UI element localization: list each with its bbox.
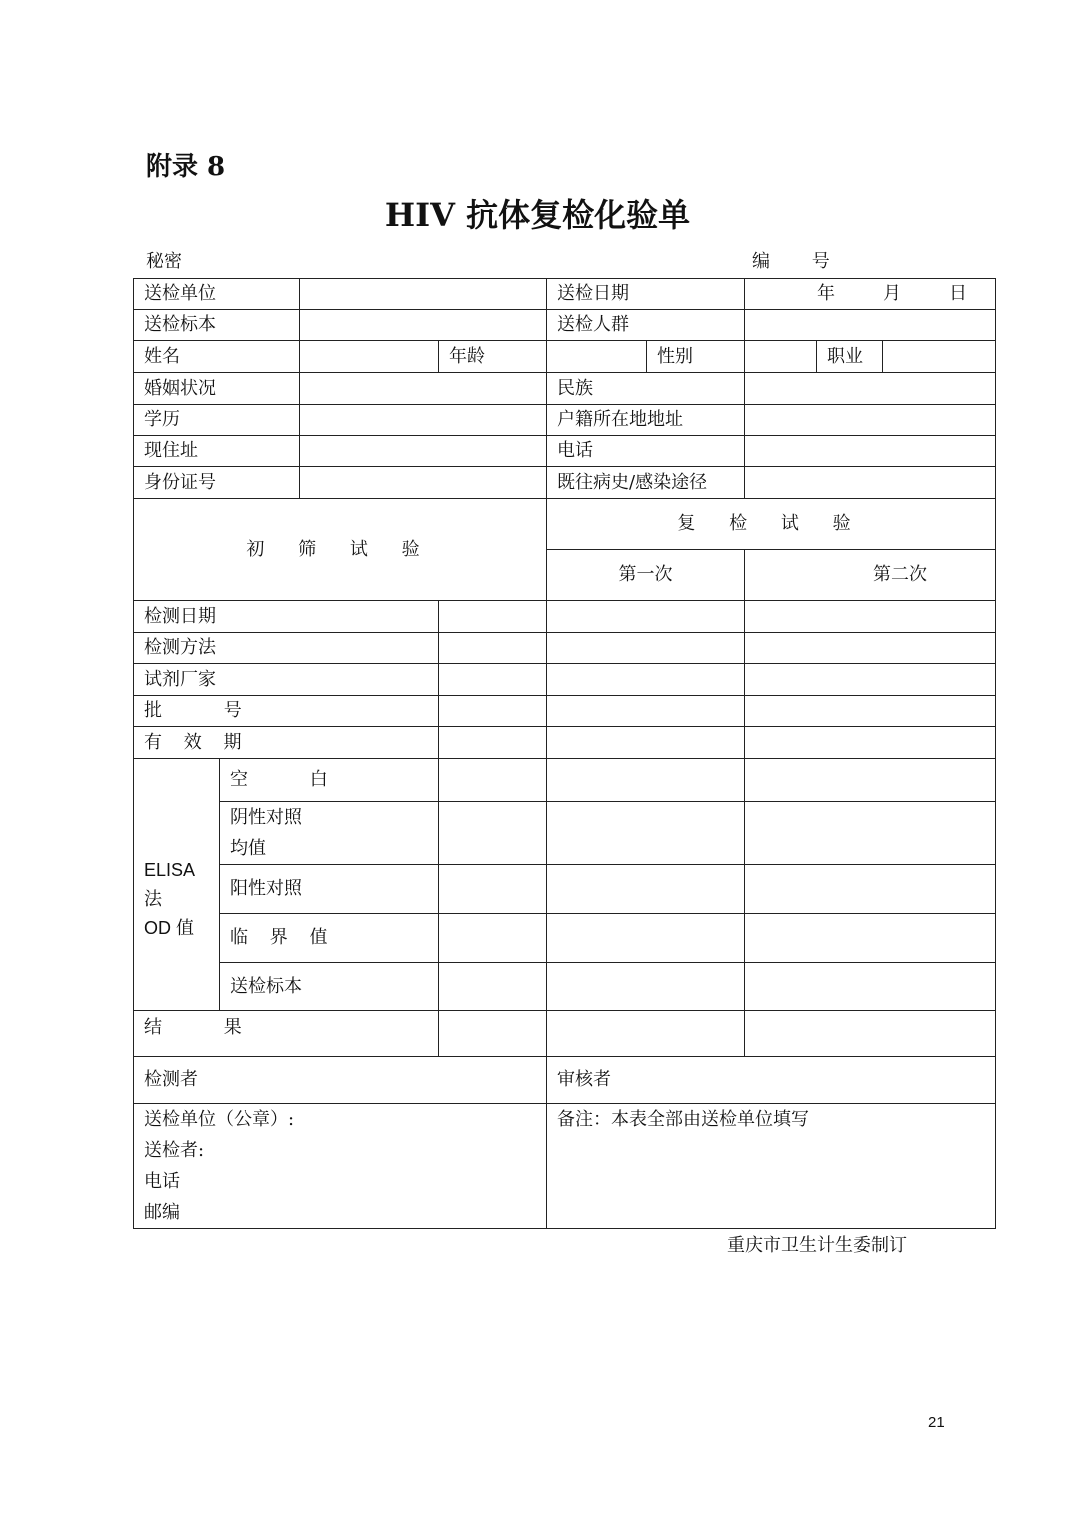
elisa-line2: 法: [144, 889, 162, 909]
row-test-method: [134, 633, 996, 664]
row-unit: [134, 279, 996, 310]
batch-initial[interactable]: [439, 696, 547, 727]
sample-label: 送检标本: [220, 963, 439, 1011]
batch-spacer: [300, 696, 439, 727]
batch-label: 批 号: [134, 696, 300, 727]
test-method-second[interactable]: [745, 633, 996, 664]
sender-info[interactable]: [134, 1104, 547, 1229]
date-field[interactable]: [745, 279, 996, 310]
reagent-maker-label: 试剂厂家: [134, 664, 300, 696]
row-footer-info: [134, 1104, 996, 1229]
page-title: HIV 抗体复检化验单: [384, 196, 691, 234]
first-time-label: 第一次: [547, 550, 745, 601]
cutoff-first[interactable]: [547, 914, 745, 963]
phone-label: 电话: [547, 436, 745, 467]
issuing-org: 重庆市卫生计生委制订: [727, 1235, 907, 1256]
row-reagent-maker: [134, 664, 996, 696]
row-blank: [134, 759, 996, 802]
ethnic-field[interactable]: [745, 373, 996, 405]
expiry-second[interactable]: [745, 727, 996, 759]
blank-second[interactable]: [745, 759, 996, 802]
sex-field[interactable]: [745, 341, 817, 373]
expiry-label: 有 效 期: [134, 727, 300, 759]
test-method-first[interactable]: [547, 633, 745, 664]
name-field[interactable]: [300, 341, 439, 373]
name-label: 姓名: [134, 341, 300, 373]
expiry-initial[interactable]: [439, 727, 547, 759]
positive-second[interactable]: [745, 865, 996, 914]
elisa-line1: ELISA: [144, 860, 196, 880]
elisa-od-label: [134, 759, 220, 1011]
negative-initial[interactable]: [439, 802, 547, 865]
secret-label: 秘密: [146, 251, 182, 272]
hiv-recheck-form: [133, 278, 996, 1229]
edu-label: 学历: [134, 405, 300, 436]
sender-label: 送检者:: [144, 1140, 205, 1161]
appendix-label: 附录 8: [146, 152, 226, 182]
second-time-label: 第二次: [745, 550, 996, 601]
initial-screen-label: 初 筛 试 验: [134, 499, 547, 601]
result-second[interactable]: [745, 1011, 996, 1057]
edu-field[interactable]: [300, 405, 547, 436]
test-date-initial[interactable]: [439, 601, 547, 633]
test-date-first[interactable]: [547, 601, 745, 633]
row-signoff: [134, 1057, 996, 1104]
row-id: [134, 467, 996, 499]
ethnic-label: 民族: [547, 373, 745, 405]
negative-line2: 均值: [230, 838, 266, 859]
address-label: 现住址: [134, 436, 300, 467]
positive-first[interactable]: [547, 865, 745, 914]
negative-line1: 阴性对照: [230, 807, 302, 828]
marital-label: 婚姻状况: [134, 373, 300, 405]
row-address: [134, 436, 996, 467]
expiry-spacer: [300, 727, 439, 759]
negative-control-label: [220, 802, 439, 865]
batch-first[interactable]: [547, 696, 745, 727]
test-date-spacer: [300, 601, 439, 633]
unit-field[interactable]: [300, 279, 547, 310]
history-label: 既往病史/感染途径: [547, 467, 745, 499]
domicile-label: 户籍所在地地址: [547, 405, 745, 436]
address-field[interactable]: [300, 436, 547, 467]
id-label: 身份证号: [134, 467, 300, 499]
row-test-header: [134, 499, 996, 550]
date-label: 送检日期: [547, 279, 745, 310]
note-text: 备注：本表全部由送检单位填写: [557, 1109, 809, 1130]
test-method-initial[interactable]: [439, 633, 547, 664]
age-label: 年龄: [439, 341, 547, 373]
expiry-first[interactable]: [547, 727, 745, 759]
negative-first[interactable]: [547, 802, 745, 865]
row-expiry: [134, 727, 996, 759]
test-method-label: 检测方法: [134, 633, 300, 664]
month-label: 月: [883, 283, 901, 304]
reagent-maker-initial[interactable]: [439, 664, 547, 696]
unit-label: 送检单位: [134, 279, 300, 310]
result-spacer: [300, 1011, 439, 1057]
job-label: 职业: [817, 341, 883, 373]
test-date-second[interactable]: [745, 601, 996, 633]
history-field[interactable]: [745, 467, 996, 499]
negative-second[interactable]: [745, 802, 996, 865]
page-number: 21: [928, 1414, 945, 1431]
specimen-field[interactable]: [300, 310, 547, 341]
row-batch: [134, 696, 996, 727]
blank-label: 空 白: [220, 759, 439, 802]
elisa-line3: OD 值: [144, 918, 195, 938]
id-field[interactable]: [300, 467, 547, 499]
reagent-maker-first[interactable]: [547, 664, 745, 696]
blank-first[interactable]: [547, 759, 745, 802]
phone-field[interactable]: [745, 436, 996, 467]
row-test-date: [134, 601, 996, 633]
row-marital: [134, 373, 996, 405]
sample-initial[interactable]: [439, 963, 547, 1011]
day-label: 日: [949, 283, 967, 304]
cutoff-label: 临 界 值: [220, 914, 439, 963]
row-name: [134, 341, 996, 373]
row-specimen: [134, 310, 996, 341]
number-label: 编 号: [752, 251, 848, 272]
cutoff-initial[interactable]: [439, 914, 547, 963]
group-label: 送检人群: [547, 310, 745, 341]
sample-second[interactable]: [745, 963, 996, 1011]
result-label: 结 果: [134, 1011, 300, 1057]
row-negative: [134, 802, 996, 865]
row-sample: [134, 963, 996, 1011]
reagent-maker-spacer: [300, 664, 439, 696]
job-field[interactable]: [883, 341, 996, 373]
specimen-label: 送检标本: [134, 310, 300, 341]
reagent-maker-second[interactable]: [745, 664, 996, 696]
reviewer-field[interactable]: 审核者: [547, 1057, 996, 1104]
tester-field[interactable]: 检测者: [134, 1057, 547, 1104]
unit-seal-label: 送检单位（公章）:: [144, 1109, 295, 1130]
blank-initial[interactable]: [439, 759, 547, 802]
row-education: [134, 405, 996, 436]
row-result: [134, 1011, 996, 1057]
age-field[interactable]: [547, 341, 647, 373]
cutoff-second[interactable]: [745, 914, 996, 963]
row-cutoff: [134, 914, 996, 963]
postcode-label: 邮编: [144, 1202, 180, 1223]
sample-first[interactable]: [547, 963, 745, 1011]
positive-initial[interactable]: [439, 865, 547, 914]
domicile-field[interactable]: [745, 405, 996, 436]
marital-field[interactable]: [300, 373, 547, 405]
result-first[interactable]: [547, 1011, 745, 1057]
note-cell: [547, 1104, 996, 1229]
sex-label: 性别: [647, 341, 745, 373]
test-method-spacer: [300, 633, 439, 664]
test-date-label: 检测日期: [134, 601, 300, 633]
result-initial[interactable]: [439, 1011, 547, 1057]
positive-control-label: 阳性对照: [220, 865, 439, 914]
year-label: 年: [817, 283, 835, 304]
group-field[interactable]: [745, 310, 996, 341]
row-positive: [134, 865, 996, 914]
batch-second[interactable]: [745, 696, 996, 727]
recheck-label: 复 检 试 验: [547, 499, 996, 550]
sender-phone-label: 电话: [144, 1171, 180, 1192]
